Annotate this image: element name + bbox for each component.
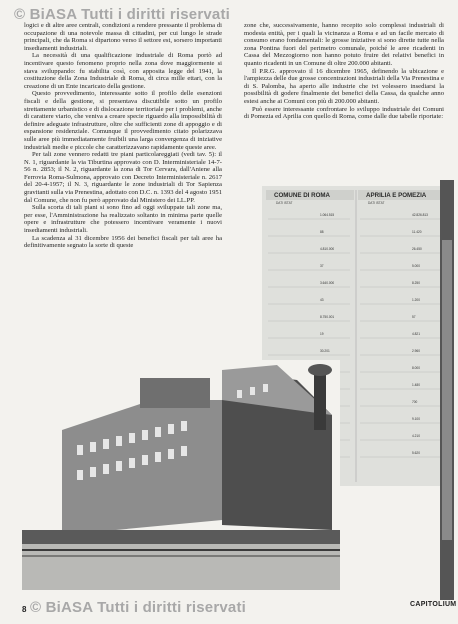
table-cell: 57 [412,315,416,319]
paragraph: Questo provvedimento, interessante sotto il profilo delle esenzioni fiscali e della gestione, si presentava discutibile sotto un profilo strettamente urbanistico e di dislocazione territoriale per i problemi, anche di carattere viario, che veniva a creare specie riguardo alla impossibilità di definire adeguate infrastrutture, oltre che sufficienti zone di appoggio e di espansione residenziale. Comunque il provvedimento citato polarizzava sulle aree più immediatamente fruibili una larga convergenza di iniziative industriali medie e piccole che caratterizzavano rapidamente queste aree. [24,90,222,151]
table-cell: 4.210 [412,434,420,438]
paragraph: Sulla scorta di tali piani si sono fino ad oggi sviluppate tali zone ma, per esse, l'Amministrazione ha realizzato soltanto in minima parte quelle opere e infrastrutture che potessero incentivare veramente i nuovi insediamenti industriali. [24,204,222,235]
table-sub-right: DATI ISTAT [368,201,385,205]
fence [22,530,340,544]
table-cell: 88 [320,230,324,234]
magazine-folio: CAPITOLIUM [410,601,457,608]
paragraph: La necessità di una qualificazione industriale di Roma portò ad incentivare questo fenomeno proprio nella zona dove maggiormente si stava sviluppando: fu stabilita così, con apposita legge del 1941, la costituzione della Zona Industriale di Roma, di circa mille ettari, con la creazione di un Ente incaricato della gestione. [24,52,222,90]
table-cell: 8.750.001 [320,315,335,319]
table-cell: 8.000 [412,366,420,370]
water-tower-top [308,364,332,376]
water-tower [314,370,326,430]
table-cell: 700 [412,400,418,404]
table-cell: 3.640.000 [320,281,335,285]
table-cell: 8.250 [412,281,420,285]
left-text-column [24,22,222,250]
edge-strip-light [442,240,452,540]
watermark-top: © BiASA Tutti i diritti riservati [14,6,231,23]
table-cell: 43 [320,298,324,302]
table-cell: 4.821 [412,332,420,336]
table-cell: 9.100 [412,417,420,421]
paragraph: La scadenza al 31 dicembre 1956 dei benefici fiscali per tali aree ha definitivamente segnato la sorte di queste [24,234,222,250]
table-cell: 19 [320,332,324,336]
table-cell: 1.480 [412,383,420,387]
table-cell: 42.826.813 [412,213,428,217]
table-cell: 37 [320,264,324,268]
table-sub-left: DATI ISTAT [276,201,293,205]
table-cell: 4.810.000 [320,247,335,251]
table-cell: 5.620 [412,451,420,455]
paragraph: zone che, successivamente, hanno recepito solo complessi industriali di modesta entità, per i quali la vicinanza a Roma e ad un facile mercato di consumo erano fondamentali: le grosse iniziative si sono dirette tutte nella zona Pontina fuori del perimetro comunale, poiché le aree ricadenti in Cassa del Mezzogiorno non hanno potuto fruire dei relativi benefici in quanto ricadenti in un Comune di oltre 200.000 abitanti. [244,22,444,67]
table-header-right: APRILIA E POMEZIA [366,192,427,199]
paragraph: Per tali zone vennero redatti tre piani particolareggiati (vedi tav. 5): il N. 1, riguardante la via Tiburtina approvato con D. Interministeriale 14-7-56 n. 2853; il N. 2, riguardante la zona di Tor Cervara, dall'Aniene alla Ferrovia Roma-Sulmona, approvato con Decreto Interministeriale n. 2617 del 20-4-1957; il N. 3, riguardante le zone industriali di Tor Sapienza gravitanti sulla via Prenestina, adottato con D.C. n. 1393 del 4 agosto 1951 dal Comune, che non fu però approvato dal Ministero dei LL.PP. [24,151,222,204]
table-cell: 11.420 [412,230,422,234]
paragraph: Può essere interessante confrontare lo sviluppo industriale dei Comuni di Pomezia ed Aprilia con quello di Roma, come dalle due tabelle riportate: [244,105,444,121]
page-number: 8 [22,605,27,614]
factory-photo [22,360,340,590]
table-cell: 2.960 [412,349,420,353]
table-cell: 1.200 [412,298,420,302]
table-cell: 30.201 [320,349,330,353]
paragraph: Il P.R.G. approvato il 16 dicembre 1965, definendo la ubicazione e l'ampiezza delle due grosse concentrazioni industriali della Via Prenestina e di S. Palomba, ha aperto alle industrie che ivi volessero insediarsi la possibilità di godere finalmente dei benefici della Cassa, da qualche anno estesi anche ai Comuni con più di 200.000 abitanti. [244,67,444,105]
right-text-column [244,22,444,121]
building-upper-block [140,378,210,408]
table-header-left: COMUNE DI ROMA [274,192,331,199]
page-edge-shadow [440,180,454,600]
table-cell: 26.450 [412,247,422,251]
table-cell: 5.000 [412,264,420,268]
watermark-bottom: © BiASA Tutti i diritti riservati [30,599,247,616]
table-cell: 1.064.515 [320,213,335,217]
paragraph: logici e di altre aree centrali, condizioni a rendere pressante il problema di occupazione di una notevole massa di cittadini, per cui lungo le strade principali, che da Roma si dipartono verso il settore est, sorsero importanti insediamenti industriali. [24,22,222,52]
